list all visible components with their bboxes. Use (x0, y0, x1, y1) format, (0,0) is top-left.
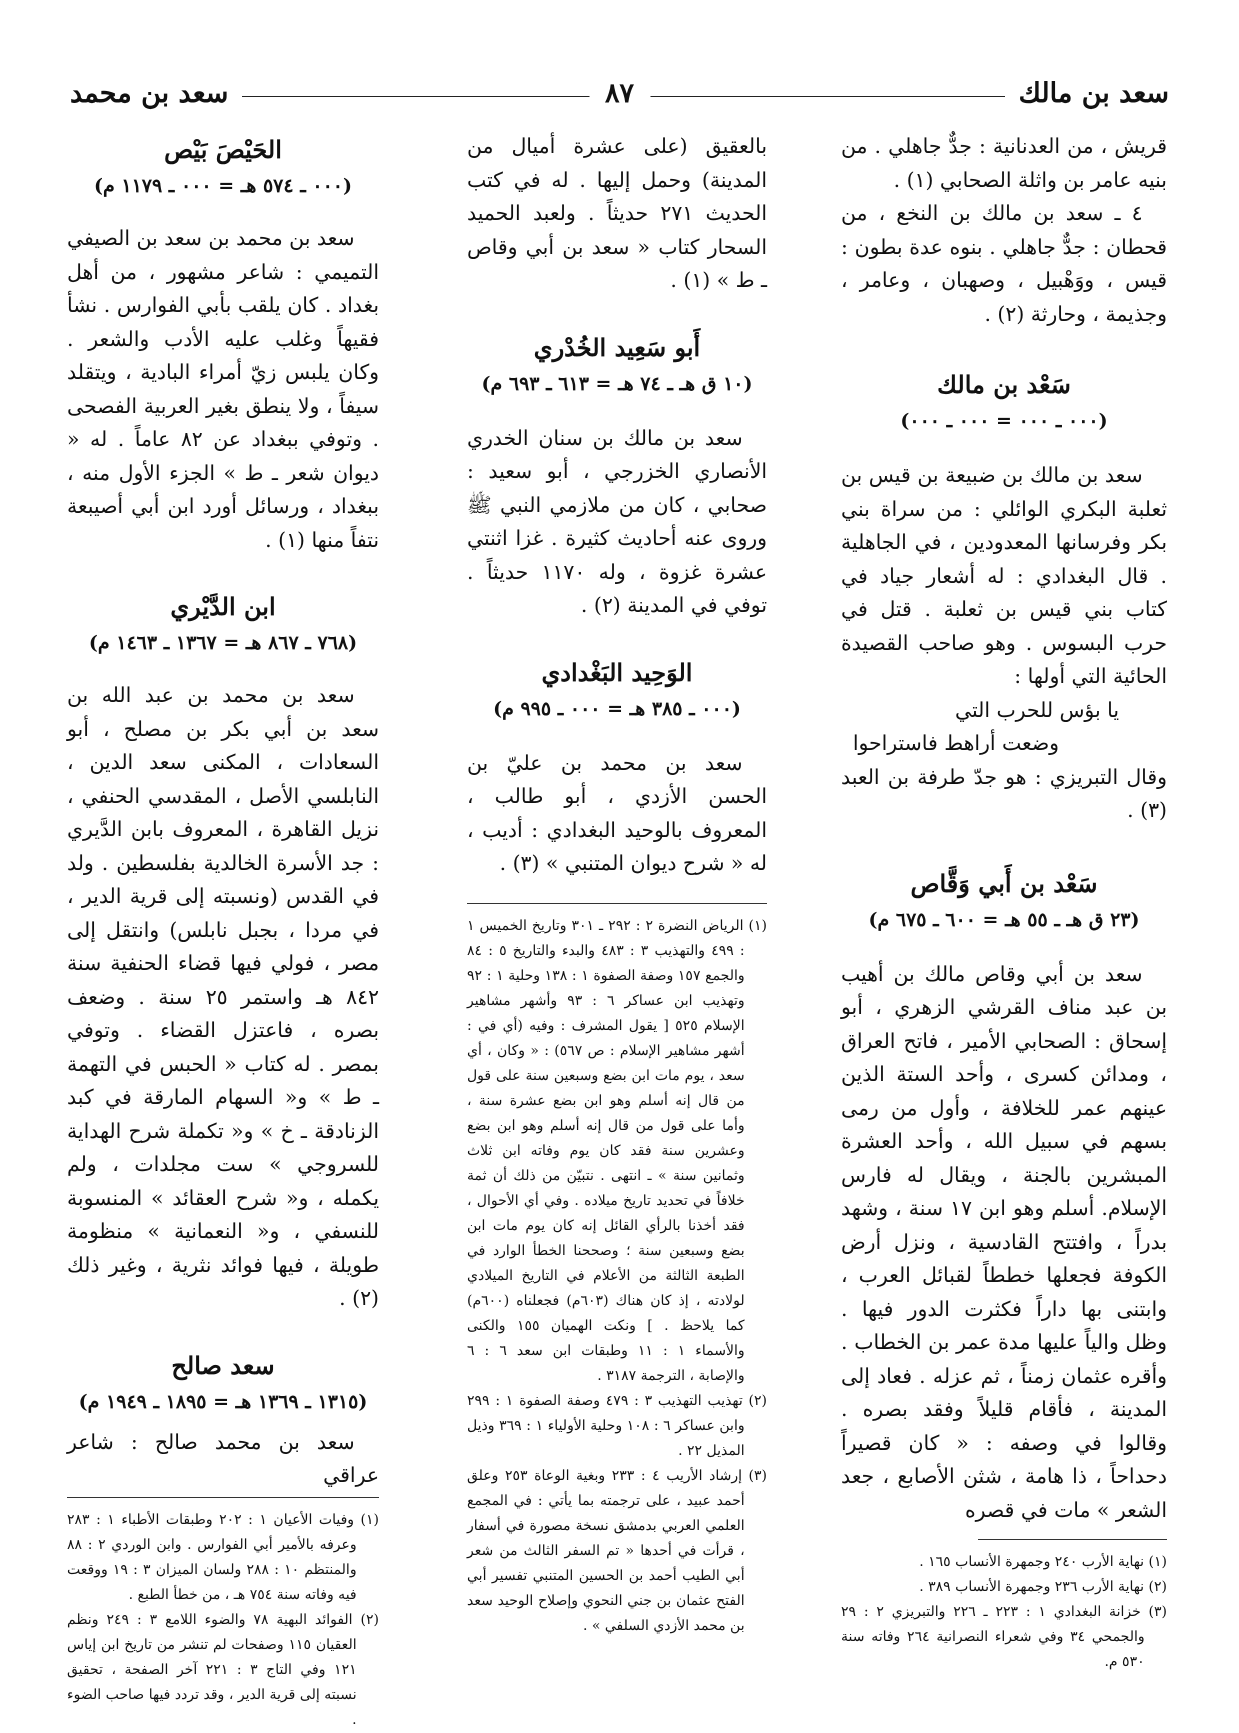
footnote-separator (978, 1539, 1167, 1540)
entry-body: سعد بن محمد بن سعد بن الصيفي التميمي : شاعر مشهور ، من أهل بغداد . كان يلقب بأبي الفوارس . نشأ فقيهاً وغلب عليه الأدب والشعر . وكان يلبس زيّ أمراء البادية ، ويتقلد سيفاً ، ولا ينطق بغير العربية الفصحى . وتوفي ببغداد عن ٨٢ عاماً . له « ديوان شعر ـ ط » الجزء الأول منه ، ببغداد ، ورسائل أورد ابن أبي أصيبعة نتفاً منها (١) . (67, 226, 379, 552)
entry-title: الحَيْصَ بَيْص (164, 135, 282, 164)
entry-body: سعد بن أبي وقاص مالك بن أهيب بن عبد مناف القرشي الزهري ، أبو إسحاق : الصحابي الأمير ، فاتح العراق ، ومدائن كسرى ، وأحد الستة الذين عينهم عمر للخلافة ، وأول من رمى بسهم في سبيل الله ، وأحد العشرة المبشرين بالجنة ، ويقال له فارس الإسلام. أسلم وهو ابن ١٧ سنة ، وشهد بدراً ، وافتتح القادسية ، ونزل أرض الكوفة فجعلها خططاً لقبائل العرب ، وابتنى بها داراً فكثرت الدور فيها . وظل والياً عليها مدة عمر بن الخطاب . وأقره عثمان زمناً ، ثم عزله . فعاد إلى المدينة ، فأقام قليلاً وفقد بصره . وقالوا في وصفه : « كان قصيراً دحداحاً ، ذا هامة ، شثن الأصابع ، جعد الشعر » مات في قصره (841, 961, 1168, 1522)
entry-title: الوَحِيد البَغْدادي (541, 657, 693, 687)
verse-line: وضعت أراهط فاستراحوا (852, 731, 1059, 755)
footnote: (٢) نهاية الأرب ٢٣٦ وجمهرة الأنساب ٣٨٩ . (919, 1579, 1167, 1595)
entry-title: سعد صالح (171, 1350, 275, 1380)
entry-body: سعد بن مالك بن ضبيعة بن قيس بن ثعلبة البكري الوائلي : من سراة بني بكر وفرسانها المعدودين ، في الجاهلية . قال البغدادي : له أشعار جياد في كتاب بني قيس بن ثعلبة . قتل في حرب البسوس . وهو صاحب القصيدة الحائية التي أولها : (841, 463, 1167, 688)
entry-body: سعد بن محمد صالح : شاعر عراقي (67, 1429, 379, 1487)
entry-title: أَبو سَعِيد الخُدْري (533, 332, 701, 362)
header-right-title: سعد بن مالك (1005, 74, 1169, 114)
entry-dates: (١٣١٥ ـ ١٣٦٩ هـ = ١٨٩٥ ـ ١٩٤٩ م) (78, 1390, 368, 1413)
entry-body: سعد بن محمد بن عليّ بن الحسن الأزدي ، أبو طالب ، المعروف بالوحيد البغدادي : أديب ، له « شرح ديوان المتنبي » (٣) . (467, 750, 767, 875)
entry-dates: (٠٠٠ ـ ٥٧٤ هـ = ٠٠٠ ـ ١١٧٩ م) (93, 175, 353, 197)
paragraph: ٤ ـ سعد بن مالك بن النخع ، من قحطان : جدٌّ جاهلي . بنوه عدة بطون : قيس ، ووَهْبيل ، وصهبان ، وعامر ، وجذيمة ، وحارثة (٢) . (841, 201, 1167, 326)
column-middle (467, 130, 767, 1639)
entry-body: سعد بن محمد بن عبد الله بن سعد بن أبي بكر بن مصلح ، أبو السعادات ، المكنى سعد الدين ، النابلسي الأصل ، المقدسي الحنفي ، نزيل القاهرة ، المعروف بابن الدَّيري : جد الأسرة الخالدية بفلسطين . ولد في القدس (ونسبته إلى قرية الدير ، في مردا ، بجبل نابلس) وانتقل إلى مصر ، فولي فيها قضاء الحنفية سنة ٨٤٢ هـ واستمر ٢٥ سنة . وضعف بصره ، فاعتزل القضاء . وتوفي بمصر . له كتاب « الحبس في التهمة ـ ط » و« السهام المارقة في كبد الزنادقة ـ خ » و« تكملة شرح الهداية للسروجي » ست مجلدات ، ولم يكمله ، و« شرح العقائد » المنسوبة للنسفي ، و« النعمانية » منظومة طويلة ، فيها فوائد نثرية ، وغير ذلك (٢) . (67, 683, 379, 1310)
page-number: ٨٧ (589, 74, 650, 114)
footnote: (٣) إرشاد الأريب ٤ : ٢٣٣ وبغية الوعاة ٢٥٣ وعلق أحمد عبيد ، على ترجمته بما يأتي : في المجمع العلمي العربي بدمشق نسخة مصورة في أسفار ، قرأت في أحدها « تم السفر الثالث من شعر أبي الطيب أحمد بن الحسين المتنبي تفسير أبي الفتح عثمان بن جني النحوي وإصلاح الوحيد سعد بن محمد الأزدي السلفي » . (467, 1467, 767, 1634)
footnote: (٢) الفوائد البهية ٧٨ والضوء اللامع ٣ : ٢٤٩ ونظم العقيان ١١٥ وصفحات لم تنشر من تاريخ ابن إياس ١٢١ وفي التاج ٣ : ٢٢١ آخر الصفحة ، تحقيق نسبته إلى قرية الدير ، وقد تردد فيها صاحب الضوء . (67, 1611, 379, 1728)
entry-dates: (١٠ ق هـ ـ ٧٤ هـ = ٦١٣ ـ ٦٩٣ م) (481, 372, 753, 395)
paragraph: قريش ، من العدنانية : جدٌّ جاهلي . من بنيه عامر بن واثلة الصحابي (١) . (841, 134, 1167, 192)
paragraph: وقال التبريزي : هو جدّ طرفة بن العبد (٣) . (841, 764, 1167, 822)
footnote: (١) الرياض النضرة ٢ : ٢٩٢ ـ ٣٠١ وتاريخ الخميس ١ : ٤٩٩ والتهذيب ٣ : ٤٨٣ والبدء والتاريخ ٥ : ٨٤ والجمع ١٥٧ وصفة الصفوة ١ : ١٣٨ وحلية ١ : ٩٢ وتهذيب ابن عساكر ٦ : ٩٣ وأشهر مشاهير الإسلام ٥٢٥ [ يقول المشرف : وفيه (أي في : أشهر مشاهير الإسلام : ص ٥٦٧) : « وكان ، أي سعد ، يوم مات ابن بضع وسبعين سنة على قول من قال إنه أسلم وهو ابن بضع عشرة سنة ، وأما على قول من قال إنه أسلم وهو ابن بضع وعشرين سنة فقد كان يوم وفاته ابن ثلاث وثمانين سنة » ـ انتهى . نتبيّن من ذلك أن ثمة خلافاً في تحديد تاريخ ميلاده . وفي أي الأحوال ، فقد أخذنا بالرأي القائل إنه كان يوم مات ابن بضع وسبعين سنة ؛ وصححنا الخطأ الوارد في الطبعة الثالثة من الأعلام في التاريخ الميلادي لولادته ، إذ كان هناك (٦٠٣م) فجعلناه (٦٠٠م) كما يلاحظ . ] ونكت الهميان ١٥٥ والكنى والأسماء ١ : ١١ وطبقات ابن سعد ٦ : ٦ والإصابة ، الترجمة ٣١٨٧ . (467, 917, 767, 1384)
header-left-title: سعد بن محمد (70, 74, 242, 114)
footnote-separator (67, 1497, 379, 1498)
entry-dates: (٧٦٨ ـ ٨٦٧ هـ = ١٣٦٧ ـ ١٤٦٣ م) (88, 632, 358, 654)
footnote-separator (467, 903, 767, 904)
entry-dates: (٠٠٠ ـ ٠٠٠ = ٠٠٠ ـ ٠٠٠) (900, 410, 1108, 432)
column-right (841, 130, 1167, 1675)
footnote: (٢) تهذيب التهذيب ٣ : ٤٧٩ وصفة الصفوة ١ : ٢٩٩ وابن عساكر ٦ : ١٠٨ وحلية الأولياء ١ : ٣٦٩ وذيل المذيل ٢٢ . (467, 1392, 767, 1459)
verse-line: يا بؤس للحرب التي (954, 697, 1119, 722)
entry-dates: (٢٣ ق هـ ـ ٥٥ هـ = ٦٠٠ ـ ٦٧٥ م) (868, 908, 1140, 931)
paragraph: بالعقيق (على عشرة أميال من المدينة) وحمل إليها . له في كتب الحديث ٢٧١ حديثاً . ولعبد الحميد السحار كتاب « سعد بن أبي وقاص ـ ط » (١) . (467, 134, 767, 292)
running-header (70, 74, 1169, 114)
entry-title: سَعْد بن أَبي وَقَّاص (910, 868, 1098, 898)
entry-body: سعد بن مالك بن سنان الخدري الأنصاري الخزرجي ، أبو سعيد : صحابي ، كان من ملازمي النبي ﷺ وروى عنه أحاديث كثيرة . غزا اثنتي عشرة غزوة ، وله ١١٧٠ حديثاً . توفي في المدينة (٢) . (467, 425, 767, 617)
entry-title: ابن الدَّيْري (170, 592, 276, 621)
entry-dates: (٠٠٠ ـ ٣٨٥ هـ = ٠٠٠ ـ ٩٩٥ م) (493, 697, 741, 720)
footnote: (١) نهاية الأرب ٢٤٠ وجمهرة الأنساب ١٦٥ . (919, 1554, 1167, 1570)
entry-title: سَعْد بن مالك (937, 370, 1071, 399)
footnote: (٣) خزانة البغدادي ١ : ٢٢٣ ـ ٢٢٦ والتبريزي ٢ : ٢٩ والجمحي ٣٤ وفي شعراء النصرانية ٢٦٤ وفاته سنة ٥٣٠ م. (841, 1604, 1167, 1670)
footnote: (١) وفيات الأعيان ١ : ٢٠٢ وطبقات الأطباء ١ : ٢٨٣ وعرفه بالأمير أبي الفوارس . وابن الوردي ٢ : ٨٨ والمنتظم ١٠ : ٢٨٨ ولسان الميزان ٣ : ١٩ ووقعت فيه وفاته سنة ٧٥٤ هـ ، من خطأ الطبع . (67, 1511, 380, 1603)
column-left (67, 130, 379, 1733)
